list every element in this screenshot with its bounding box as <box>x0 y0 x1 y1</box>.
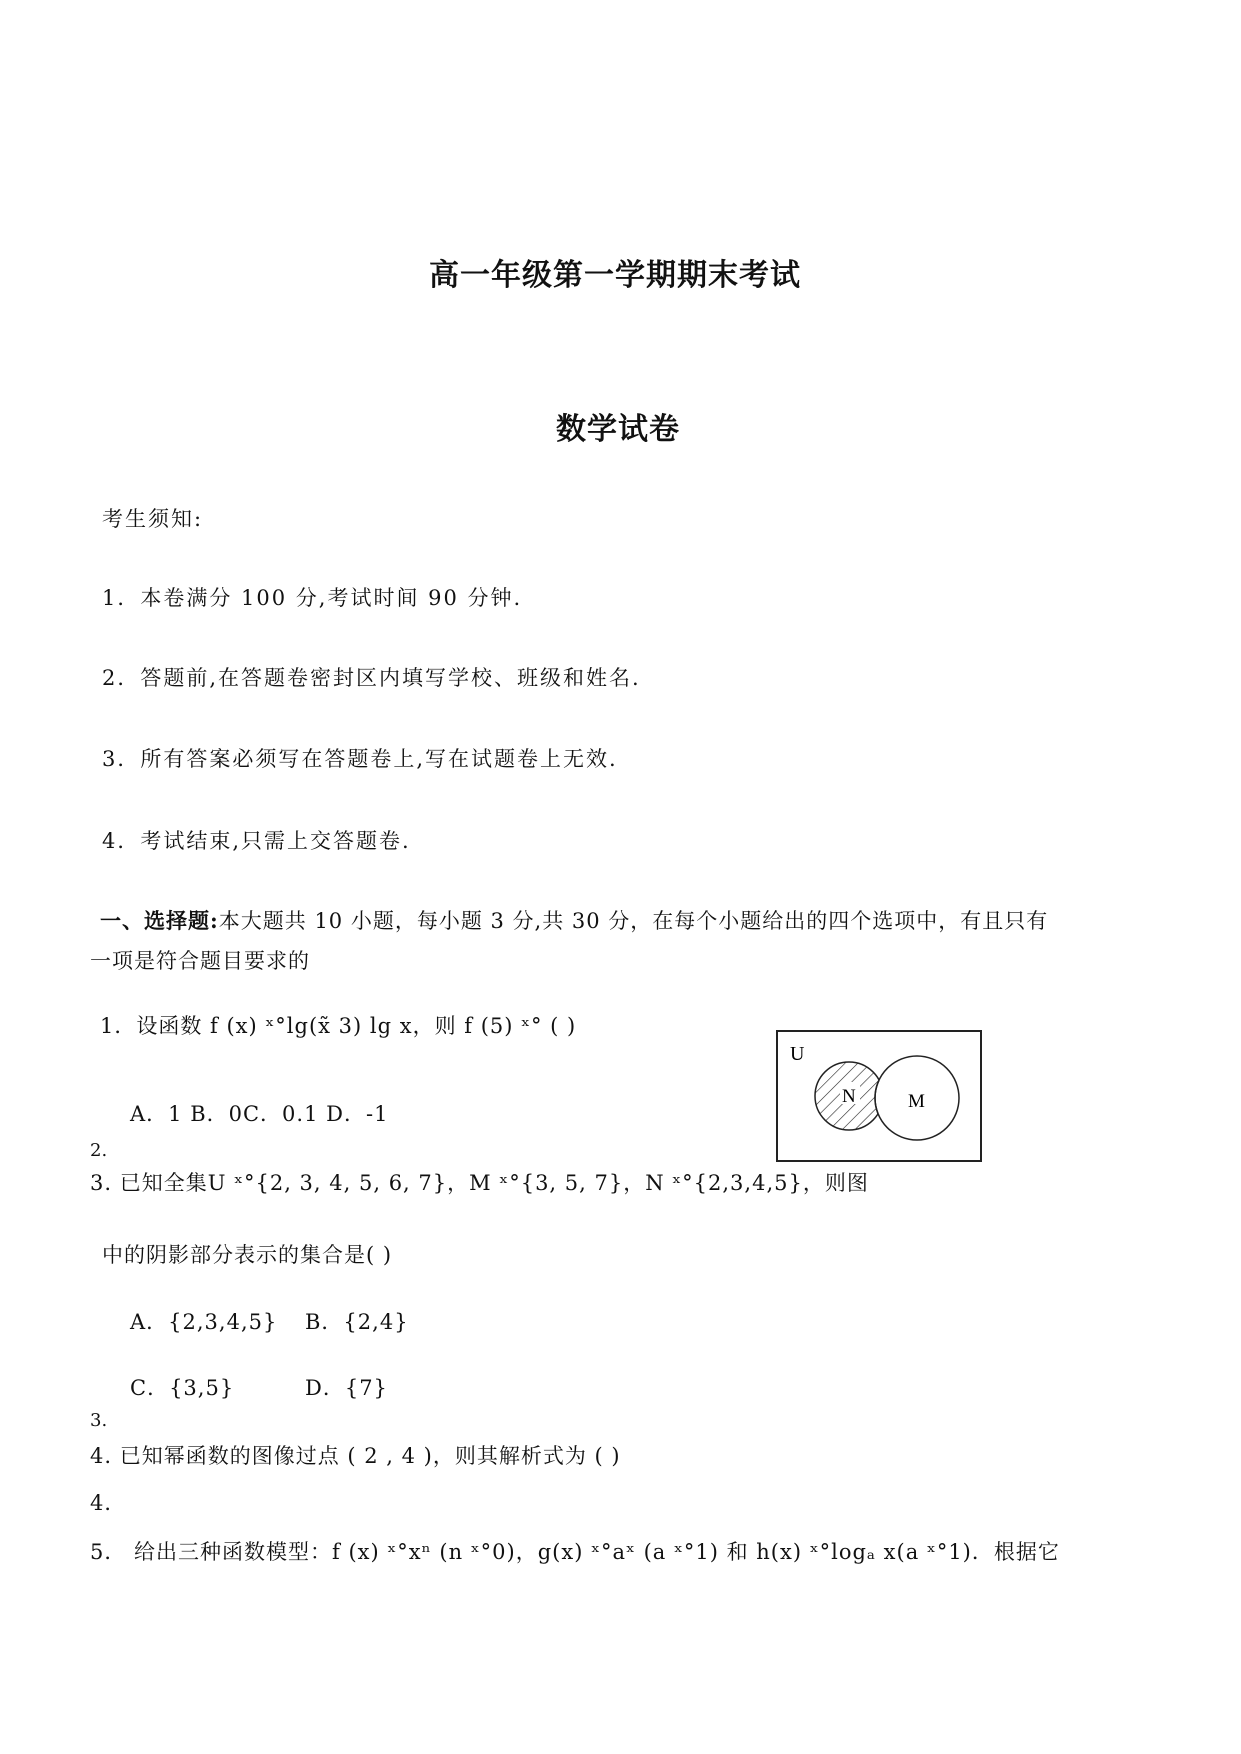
venn-label-u: U <box>790 1043 805 1065</box>
notice-item-2: 2．答题前,在答题卷密封区内填写学校、班级和姓名. <box>102 666 641 690</box>
exam-title: 高一年级第一学期期末考试 <box>429 258 801 293</box>
question-3-line1: 3. 已知全集U ˣ°{2, 3, 4, 5, 6, 7}，M ˣ°{3, 5, 7}，N ˣ°{2,3,4,5}，则图 <box>90 1171 869 1195</box>
section1-line2: 一项是符合题目要求的 <box>90 949 310 973</box>
notice-item-1: 1．本卷满分 100 分,考试时间 90 分钟. <box>102 586 523 610</box>
question-1-options: A．1 B．0C．0.1 D．-1 <box>130 1102 389 1126</box>
question-3-option-b: B．{2,4} <box>305 1310 409 1334</box>
marker-2: 2. <box>90 1140 108 1161</box>
section1-desc: 本大题共 10 小题，每小题 3 分,共 30 分，在每个小题给出的四个选项中，有且只有 <box>218 909 1049 933</box>
section1-label: 一、选择题: <box>100 908 219 933</box>
question-3-option-a: A．{2,3,4,5} <box>130 1310 278 1334</box>
question-3-option-d: D．{7} <box>305 1376 388 1400</box>
notice-item-4: 4．考试结束,只需上交答题卷. <box>102 829 411 853</box>
marker-3: 3. <box>90 1410 108 1431</box>
section1-line1 <box>100 905 1048 935</box>
question-3-option-c: C．{3,5} <box>130 1376 235 1400</box>
question-1: 1．设函数 f (x) ˣ°lg(x̃ 3) lg x，则 f (5) ˣ° ( ) <box>100 1014 577 1038</box>
question-4: 4. 已知幂函数的图像过点 ( 2 , 4 )，则其解析式为 ( ) <box>90 1444 621 1468</box>
notice-heading: 考生须知: <box>102 507 204 531</box>
venn-label-m: M <box>908 1091 925 1112</box>
notice-item-3: 3．所有答案必须写在答题卷上,写在试题卷上无效. <box>102 747 618 771</box>
exam-subtitle: 数学试卷 <box>556 412 680 447</box>
question-5: 5． 给出三种函数模型：f (x) ˣ°xⁿ (n ˣ°0)，g(x) ˣ°aˣ (a ˣ°1) 和 h(x) ˣ°logₐ x(a ˣ°1)．根据它 <box>90 1540 1060 1564</box>
venn-diagram <box>776 1030 982 1162</box>
venn-label-n: N <box>842 1086 856 1107</box>
marker-4: 4． <box>90 1491 127 1515</box>
question-3-line2: 中的阴影部分表示的集合是( ) <box>102 1243 393 1267</box>
